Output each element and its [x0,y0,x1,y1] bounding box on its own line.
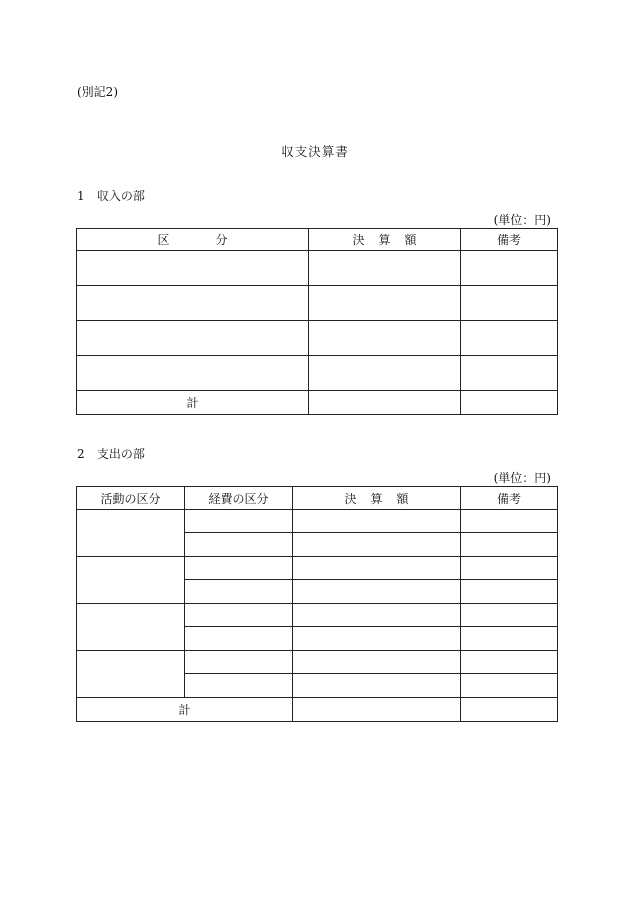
income-remarks-cell[interactable] [461,251,558,286]
expense-header-amount-char-1: 決 [344,491,357,506]
expense-activity-cell[interactable] [77,651,185,698]
income-amount-cell[interactable] [309,286,461,321]
expense-remarks-cell[interactable] [461,557,558,580]
income-header-category-char-2: 分 [215,233,228,247]
expense-section-title: 支出の部 [96,447,145,461]
expense-section-number: 2 [77,447,85,461]
expense-amount-cell[interactable] [293,533,461,557]
income-amount-cell[interactable] [309,251,461,286]
expense-remarks-cell[interactable] [461,651,558,674]
income-section-number: 1 [77,189,85,203]
income-total-label: 計 [77,391,309,415]
expense-type-cell[interactable] [185,627,293,651]
income-header-amount-char-3: 額 [404,233,417,247]
expense-row [77,651,558,674]
income-section-title: 収入の部 [96,189,145,203]
expense-header-activity: 活動の区分 [77,487,185,510]
expense-row [77,604,558,627]
expense-activity-cell[interactable] [77,604,185,651]
income-total-remarks-cell[interactable] [461,391,558,415]
income-category-cell[interactable] [77,356,309,391]
expense-type-cell[interactable] [185,604,293,627]
expense-remarks-cell[interactable] [461,627,558,651]
expense-total-row [77,698,558,722]
income-header-remarks: 備考 [461,229,558,251]
income-amount-cell[interactable] [309,321,461,356]
income-remarks-cell[interactable] [461,356,558,391]
income-category-cell[interactable] [77,321,309,356]
income-header-amount-char-2: 算 [378,233,391,247]
income-row [77,286,558,321]
income-table [76,228,558,415]
income-row [77,356,558,391]
expense-amount-cell[interactable] [293,651,461,674]
income-header-amount-char-1: 決 [352,233,365,247]
expense-type-cell[interactable] [185,533,293,557]
expense-section-heading [77,445,145,462]
expense-amount-cell[interactable] [293,674,461,698]
expense-unit-label: (単位：円) [493,471,551,485]
expense-type-cell[interactable] [185,557,293,580]
expense-header-expense-type: 経費の区分 [185,487,293,510]
income-remarks-cell[interactable] [461,321,558,356]
expense-header-row [77,487,558,510]
income-row [77,251,558,286]
income-header-category-char-1: 区 [157,233,170,247]
expense-activity-cell[interactable] [77,510,185,557]
expense-type-cell[interactable] [185,651,293,674]
income-header-row [77,229,558,251]
income-total-amount-cell[interactable] [309,391,461,415]
expense-remarks-cell[interactable] [461,580,558,604]
expense-header-amount-char-3: 額 [396,491,409,506]
income-category-cell[interactable] [77,286,309,321]
expense-remarks-cell[interactable] [461,604,558,627]
expense-amount-cell[interactable] [293,580,461,604]
income-total-row [77,391,558,415]
income-unit-label: (単位：円) [493,213,551,227]
expense-table [76,486,558,722]
expense-total-label: 計 [77,698,293,722]
expense-header-amount [293,487,461,510]
expense-header-remarks: 備考 [461,487,558,510]
income-remarks-cell[interactable] [461,286,558,321]
income-category-cell[interactable] [77,251,309,286]
annex-label: (別記2) [77,85,118,99]
expense-amount-cell[interactable] [293,557,461,580]
expense-total-amount-cell[interactable] [293,698,461,722]
expense-type-cell[interactable] [185,510,293,533]
expense-type-cell[interactable] [185,674,293,698]
income-row [77,321,558,356]
expense-header-amount-char-2: 算 [370,491,383,506]
expense-row [77,510,558,533]
document-title: 収支決算書 [281,144,349,159]
expense-total-remarks-cell[interactable] [461,698,558,722]
expense-amount-cell[interactable] [293,627,461,651]
expense-remarks-cell[interactable] [461,510,558,533]
income-header-category [77,229,309,251]
expense-type-cell[interactable] [185,580,293,604]
income-section-heading [77,187,145,204]
expense-row [77,557,558,580]
income-header-amount [309,229,461,251]
expense-amount-cell[interactable] [293,604,461,627]
expense-amount-cell[interactable] [293,510,461,533]
expense-remarks-cell[interactable] [461,533,558,557]
income-amount-cell[interactable] [309,356,461,391]
expense-remarks-cell[interactable] [461,674,558,698]
expense-activity-cell[interactable] [77,557,185,604]
